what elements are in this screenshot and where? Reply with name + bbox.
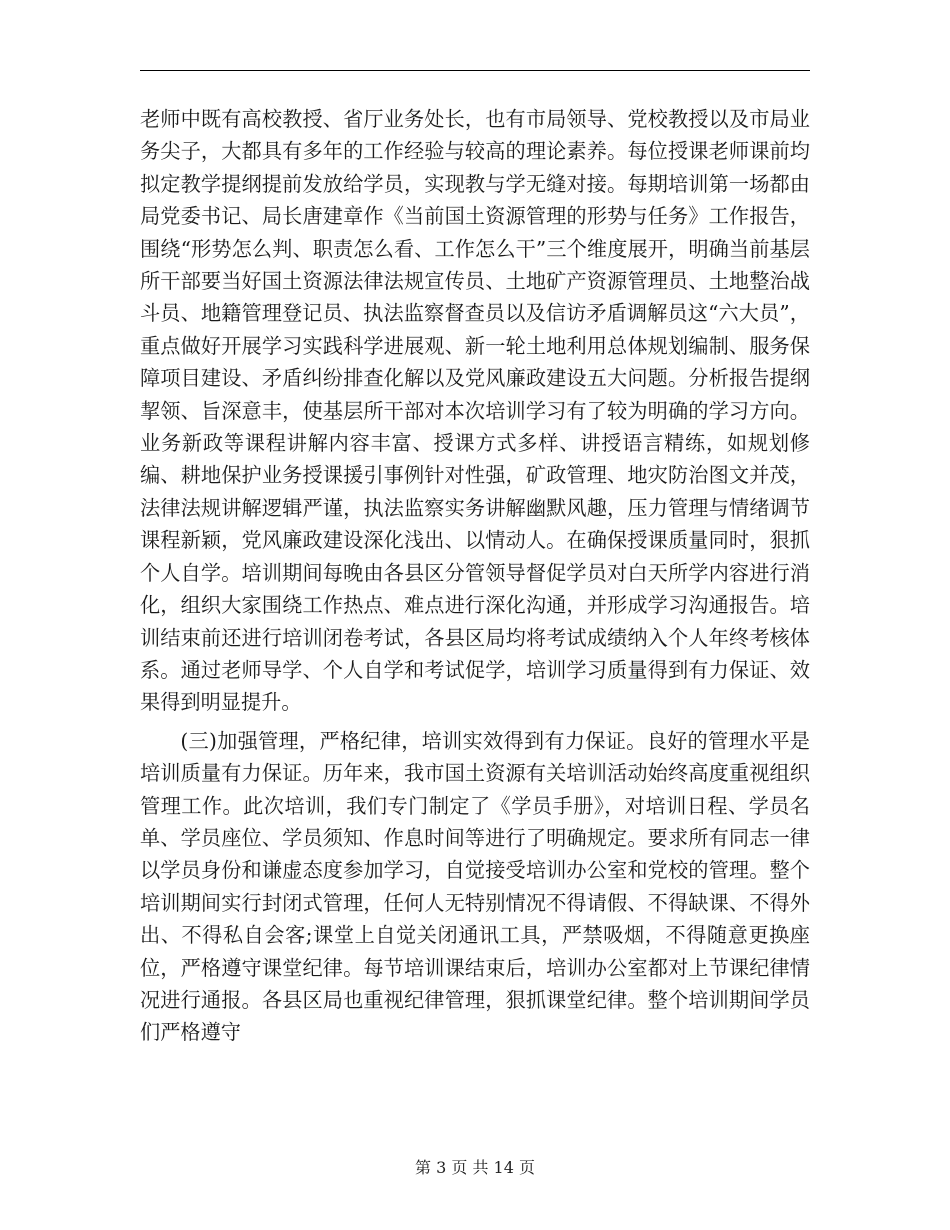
body-paragraph-1: 老师中既有高校教授、省厅业务处长，也有市局领导、党校教授以及市局业务尖子，大都具有多年的工作经验与较高的理论素养。每位授课老师课前均拟定教学提纲提前发放给学员，实现教与学无缝对接。每期培训第一场都由局党委书记、局长唐建章作《当前国土资源管理的形势与任务》工作报告，围绕“形势怎么判、职责怎么看、工作怎么干”三个维度展开，明确当前基层所干部要当好国土资源法律法规宣传员、土地矿产资源管理员、土地整治战斗员、地籍管理登记员、执法监察督查员以及信访矛盾调解员这“六大员”，重点做好开展学习实践科学进展观、新一轮土地利用总体规划编制、服务保障项目建设、矛盾纠纷排查化解以及党风廉政建设五大问题。分析报告提纲挈领、旨深意丰，使基层所干部对本次培训学习有了较为明确的学习方向。业务新政等课程讲解内容丰富、授课方式多样、讲授语言精练，如规划修编、耕地保护业务授课援引事例针对性强，矿政管理、地灾防治图文并茂，法律法规讲解逻辑严谨，执法监察实务讲解幽默风趣，压力管理与情绪调节课程新颖，党风廉政建设深化浅出、以情动人。在确保授课质量同时，狠抓个人自学。培训期间每晚由各县区分管领导督促学员对白天所学内容进行消化，组织大家围绕工作热点、难点进行深化沟通，并形成学习沟通报告。培训结束前还进行培训闭卷考试，各县区局均将考试成绩纳入个人年终考核体系。通过老师导学、个人自学和考试促学，培训学习质量得到有力保证、效果得到明显提升。 — [140, 107, 810, 715]
page-number-footer: 第 3 页 共 14 页 — [415, 1158, 535, 1177]
body-paragraph-2: (三)加强管理，严格纪律，培训实效得到有力保证。良好的管理水平是培训质量有力保证。历年来，我市国土资源有关培训活动始终高度重视组织管理工作。此次培训，我们专门制定了《学员手册》，对培训日程、学员名单、学员座位、学员须知、作息时间等进行了明确规定。要求所有同志一律以学员身份和谦虚态度参加学习，自觉接受培训办公室和党校的管理。整个培训期间实行封闭式管理，任何人无特别情况不得请假、不得缺课、不得外出、不得私自会客;课堂上自觉关闭通讯工具，严禁吸烟，不得随意更换座位，严格遵守课堂纪律。每节培训课结束后，培训办公室都对上节课纪律情况进行通报。各县区局也重视纪律管理，狠抓课堂纪律。整个培训期间学员们严格遵守 — [140, 728, 810, 1045]
page-body — [140, 103, 810, 1055]
header-rule — [140, 70, 810, 71]
